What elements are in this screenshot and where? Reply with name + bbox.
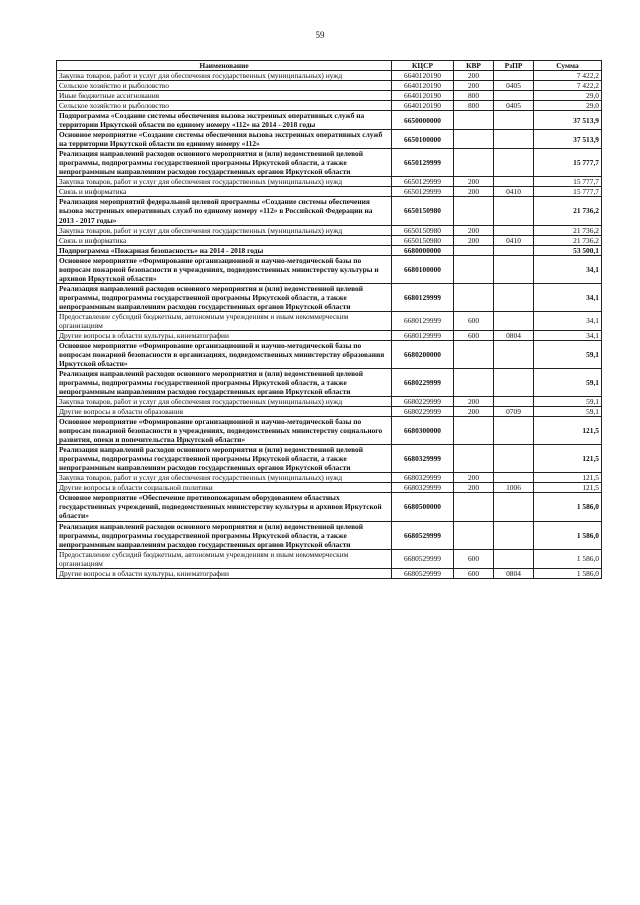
cell-code: 6650150980 (392, 235, 454, 245)
cell-name: Другие вопросы в области образования (57, 407, 392, 417)
table-row (57, 407, 602, 417)
cell-sum: 21 736,2 (534, 235, 602, 245)
cell-code: 6650150980 (392, 197, 454, 225)
budget-table (56, 60, 602, 579)
cell-rzpr (494, 417, 534, 445)
table-row (57, 445, 602, 473)
cell-sum: 34,1 (534, 330, 602, 340)
cell-rzpr (494, 369, 534, 397)
cell-rzpr (494, 177, 534, 187)
table-row (57, 568, 602, 578)
cell-sum: 21 736,2 (534, 225, 602, 235)
cell-name: Основное мероприятие «Обеспечение противопожарным оборудованием областных государственных учреждений, подведомственных министерству культуры и архивов Иркутской области» (57, 493, 392, 521)
cell-name: Подпрограмма «Создание системы обеспечения вызова экстренных оперативных служб на территории Иркутской области по единому номеру «112» на 2014 - 2018 годы (57, 111, 392, 130)
cell-sum: 59,1 (534, 340, 602, 368)
cell-name: Закупка товаров, работ и услуг для обеспечения государственных (муниципальных) нужд (57, 177, 392, 187)
cell-name: Другие вопросы в области социальной политики (57, 483, 392, 493)
table-row (57, 521, 602, 549)
cell-rzpr (494, 397, 534, 407)
cell-kvr: 800 (454, 91, 494, 101)
cell-sum: 1 586,0 (534, 549, 602, 568)
cell-name: Другие вопросы в области культуры, кинематографии (57, 330, 392, 340)
header-sum: Сумма (534, 61, 602, 71)
table-row (57, 130, 602, 149)
cell-kvr: 200 (454, 71, 494, 81)
cell-kvr (454, 197, 494, 225)
cell-rzpr (494, 493, 534, 521)
table-row (57, 255, 602, 283)
cell-kvr (454, 521, 494, 549)
cell-sum: 15 777,7 (534, 177, 602, 187)
cell-sum: 29,0 (534, 91, 602, 101)
cell-sum: 21 736,2 (534, 197, 602, 225)
cell-sum: 7 422,2 (534, 81, 602, 91)
table-row (57, 369, 602, 397)
cell-sum: 37 513,9 (534, 130, 602, 149)
cell-code: 6680329999 (392, 445, 454, 473)
cell-rzpr (494, 521, 534, 549)
cell-name: Закупка товаров, работ и услуг для обеспечения государственных (муниципальных) нужд (57, 397, 392, 407)
cell-kvr: 600 (454, 330, 494, 340)
cell-kvr (454, 340, 494, 368)
page-number: 59 (315, 30, 325, 40)
cell-code: 6680129999 (392, 283, 454, 311)
cell-kvr: 200 (454, 235, 494, 245)
cell-sum: 1 586,0 (534, 568, 602, 578)
cell-rzpr (494, 311, 534, 330)
table-header-row (57, 61, 602, 71)
cell-sum: 34,1 (534, 311, 602, 330)
cell-name: Предоставление субсидий бюджетным, автономным учреждениям и иным некоммерческим организациям (57, 549, 392, 568)
cell-code: 6680500000 (392, 493, 454, 521)
cell-code: 6650129999 (392, 187, 454, 197)
cell-kvr: 600 (454, 549, 494, 568)
table-row (57, 225, 602, 235)
cell-rzpr (494, 197, 534, 225)
header-kvr: КВР (454, 61, 494, 71)
cell-sum: 1 586,0 (534, 493, 602, 521)
cell-rzpr (494, 130, 534, 149)
cell-name: Реализация направлений расходов основного мероприятия и (или) ведомственной целевой программы, подпрограммы государственной программы Иркутской области, а также непрограммным направлениям расходов государственных органов Иркутской области (57, 149, 392, 177)
cell-code: 6680529999 (392, 521, 454, 549)
cell-rzpr: 0709 (494, 407, 534, 417)
cell-sum: 121,5 (534, 473, 602, 483)
cell-rzpr (494, 245, 534, 255)
cell-name: Другие вопросы в области культуры, кинематографии (57, 568, 392, 578)
table-row (57, 81, 602, 91)
cell-sum: 29,0 (534, 101, 602, 111)
table-row (57, 311, 602, 330)
cell-sum: 37 513,9 (534, 111, 602, 130)
table-row (57, 187, 602, 197)
cell-rzpr (494, 340, 534, 368)
cell-kvr: 200 (454, 81, 494, 91)
cell-rzpr (494, 91, 534, 101)
cell-sum: 59,1 (534, 407, 602, 417)
cell-sum: 121,5 (534, 417, 602, 445)
cell-rzpr (494, 149, 534, 177)
cell-rzpr (494, 71, 534, 81)
cell-kvr: 600 (454, 311, 494, 330)
cell-sum: 121,5 (534, 483, 602, 493)
table-row (57, 177, 602, 187)
cell-kvr (454, 149, 494, 177)
cell-kvr: 200 (454, 177, 494, 187)
cell-rzpr: 0405 (494, 101, 534, 111)
table-row (57, 397, 602, 407)
cell-rzpr: 0405 (494, 81, 534, 91)
cell-kvr: 200 (454, 187, 494, 197)
cell-rzpr: 0410 (494, 187, 534, 197)
table-row (57, 149, 602, 177)
table-body (57, 71, 602, 579)
cell-kvr: 200 (454, 397, 494, 407)
header-code: КЦСР (392, 61, 454, 71)
cell-sum: 1 586,0 (534, 521, 602, 549)
cell-code: 6640120190 (392, 71, 454, 81)
cell-code: 6680229999 (392, 407, 454, 417)
cell-code: 6680529999 (392, 568, 454, 578)
cell-rzpr (494, 225, 534, 235)
cell-sum: 59,1 (534, 369, 602, 397)
cell-kvr (454, 111, 494, 130)
cell-rzpr: 0804 (494, 330, 534, 340)
cell-name: Сельское хозяйство и рыболовство (57, 81, 392, 91)
cell-kvr: 600 (454, 568, 494, 578)
cell-code: 6640120190 (392, 101, 454, 111)
cell-kvr: 200 (454, 473, 494, 483)
cell-sum: 34,1 (534, 283, 602, 311)
cell-code: 6650150980 (392, 225, 454, 235)
cell-name: Реализация направлений расходов основного мероприятия и (или) ведомственной целевой программы, подпрограммы государственной программы Иркутской области, а также непрограммным направлениям расходов государственных органов Иркутской области (57, 521, 392, 549)
cell-code: 6640120190 (392, 91, 454, 101)
cell-kvr (454, 245, 494, 255)
table-row (57, 235, 602, 245)
cell-sum: 15 777,7 (534, 149, 602, 177)
cell-name: Закупка товаров, работ и услуг для обеспечения государственных (муниципальных) нужд (57, 225, 392, 235)
table-row (57, 91, 602, 101)
cell-name: Основное мероприятие «Создание системы обеспечения вызова экстренных оперативных служб на территории Иркутской области по единому номеру «112» (57, 130, 392, 149)
cell-name: Реализация направлений расходов основного мероприятия и (или) ведомственной целевой программы, подпрограммы государственной программы Иркутской области, а также непрограммным направлениям расходов государственных органов Иркутской области (57, 369, 392, 397)
cell-rzpr (494, 445, 534, 473)
table-row (57, 245, 602, 255)
cell-rzpr: 0410 (494, 235, 534, 245)
cell-rzpr (494, 283, 534, 311)
cell-name: Основное мероприятие «Формирование организационной и научно-методической базы по вопросам пожарной безопасности в организациях, подведомственных министерству образования Иркутской области» (57, 340, 392, 368)
cell-rzpr (494, 473, 534, 483)
cell-name: Основное мероприятие «Формирование организационной и научно-методической базы по вопросам пожарной безопасности в учреждениях, подведомственных министерству социального развития, опеки и попечительства Иркутской области» (57, 417, 392, 445)
table-row (57, 340, 602, 368)
table-row (57, 197, 602, 225)
cell-kvr (454, 255, 494, 283)
cell-kvr: 800 (454, 101, 494, 111)
table-row (57, 417, 602, 445)
cell-kvr: 200 (454, 483, 494, 493)
cell-name: Реализация мероприятий федеральной целевой программы «Создание системы обеспечения вызова экстренных оперативных служб по единому номеру «112» в Российской Федерации на 2013 - 2017 годы» (57, 197, 392, 225)
cell-name: Предоставление субсидий бюджетным, автономным учреждениям и иным некоммерческим организациям (57, 311, 392, 330)
cell-kvr (454, 493, 494, 521)
cell-code: 6680329999 (392, 483, 454, 493)
table-row (57, 71, 602, 81)
cell-code: 6680129999 (392, 311, 454, 330)
header-rzpr: РзПР (494, 61, 534, 71)
cell-code: 6680200000 (392, 340, 454, 368)
cell-kvr (454, 445, 494, 473)
cell-name: Основное мероприятие «Формирование организационной и научно-методической базы по вопросам пожарной безопасности в учреждениях, подведомственных министерству культуры и архивов Иркутской области» (57, 255, 392, 283)
cell-code: 6650129999 (392, 149, 454, 177)
table-row (57, 111, 602, 130)
cell-code: 6680100000 (392, 255, 454, 283)
cell-rzpr (494, 111, 534, 130)
table-row (57, 473, 602, 483)
cell-rzpr (494, 549, 534, 568)
cell-sum: 59,1 (534, 397, 602, 407)
cell-name: Закупка товаров, работ и услуг для обеспечения государственных (муниципальных) нужд (57, 473, 392, 483)
cell-name: Подпрограмма «Пожарная безопасность» на 2014 - 2018 годы (57, 245, 392, 255)
table-row (57, 283, 602, 311)
cell-name: Связь и информатика (57, 235, 392, 245)
cell-sum: 34,1 (534, 255, 602, 283)
cell-name: Закупка товаров, работ и услуг для обеспечения государственных (муниципальных) нужд (57, 71, 392, 81)
cell-kvr (454, 130, 494, 149)
table-row (57, 493, 602, 521)
cell-rzpr (494, 255, 534, 283)
cell-name: Связь и информатика (57, 187, 392, 197)
cell-code: 6640120190 (392, 81, 454, 91)
header-name: Наименование (57, 61, 392, 71)
cell-code: 6650129999 (392, 177, 454, 187)
cell-code: 6680329999 (392, 473, 454, 483)
table-row (57, 330, 602, 340)
cell-sum: 15 777,7 (534, 187, 602, 197)
cell-kvr (454, 283, 494, 311)
cell-name: Реализация направлений расходов основного мероприятия и (или) ведомственной целевой программы, подпрограммы государственной программы Иркутской области, а также непрограммным направлениям расходов государственных органов Иркутской области (57, 445, 392, 473)
cell-code: 6680300000 (392, 417, 454, 445)
cell-code: 6650000000 (392, 111, 454, 130)
table-row (57, 101, 602, 111)
cell-sum: 7 422,2 (534, 71, 602, 81)
cell-rzpr: 0804 (494, 568, 534, 578)
cell-kvr (454, 369, 494, 397)
cell-name: Реализация направлений расходов основного мероприятия и (или) ведомственной целевой программы, подпрограммы государственной программы Иркутской области, а также непрограммным направлениям расходов государственных органов Иркутской области (57, 283, 392, 311)
cell-code: 6650100000 (392, 130, 454, 149)
cell-kvr (454, 417, 494, 445)
cell-rzpr: 1006 (494, 483, 534, 493)
cell-sum: 121,5 (534, 445, 602, 473)
cell-code: 6680229999 (392, 397, 454, 407)
cell-kvr: 200 (454, 407, 494, 417)
cell-name: Сельское хозяйство и рыболовство (57, 101, 392, 111)
cell-kvr: 200 (454, 225, 494, 235)
table-row (57, 483, 602, 493)
cell-sum: 53 500,1 (534, 245, 602, 255)
cell-name: Иные бюджетные ассигнования (57, 91, 392, 101)
cell-code: 6680129999 (392, 330, 454, 340)
cell-code: 6680529999 (392, 549, 454, 568)
cell-code: 6680000000 (392, 245, 454, 255)
cell-code: 6680229999 (392, 369, 454, 397)
table-row (57, 549, 602, 568)
